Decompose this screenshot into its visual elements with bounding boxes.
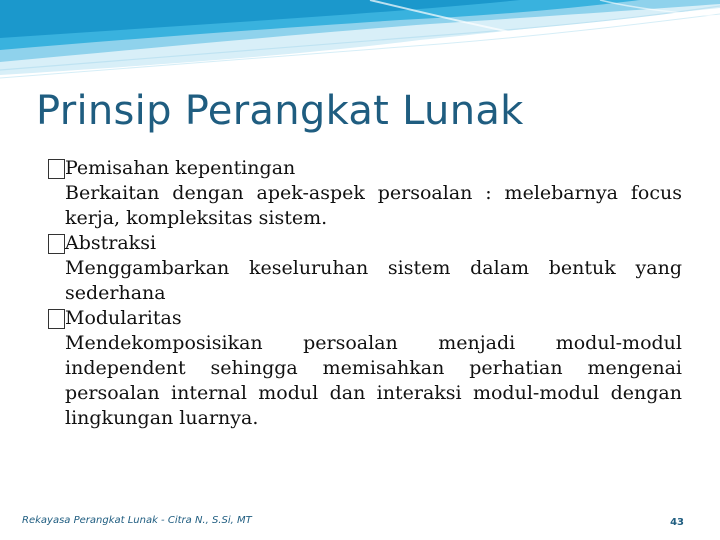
header-wave-decoration	[0, 0, 720, 90]
page-number: 43	[670, 517, 684, 528]
bullet-heading: Pemisahan kepentingan	[65, 157, 296, 179]
bullet-item	[48, 306, 682, 431]
bullet-heading: Abstraksi	[65, 232, 157, 254]
bullet-heading: Modularitas	[65, 307, 182, 329]
bullet-list	[48, 156, 682, 431]
footer-course-credit: Rekayasa Perangkat Lunak - Citra N., S.Si, MT	[22, 515, 252, 526]
bullet-item	[48, 156, 682, 231]
bullet-square-icon	[48, 234, 65, 254]
bullet-square-icon	[48, 309, 65, 329]
bullet-description: Mendekomposisikan persoalan menjadi modul-modul independent sehingga memisahkan perhatian mengenai persoalan internal modul dan interaksi modul-modul dengan lingkungan luarnya.	[65, 332, 682, 429]
bullet-description: Berkaitan dengan apek-aspek persoalan : melebarnya focus kerja, kompleksitas sistem.	[65, 182, 682, 229]
bullet-item	[48, 231, 682, 306]
bullet-description: Menggambarkan keseluruhan sistem dalam bentuk yang sederhana	[65, 257, 682, 304]
slide-title: Prinsip Perangkat Lunak	[36, 88, 524, 134]
bullet-square-icon	[48, 159, 65, 179]
